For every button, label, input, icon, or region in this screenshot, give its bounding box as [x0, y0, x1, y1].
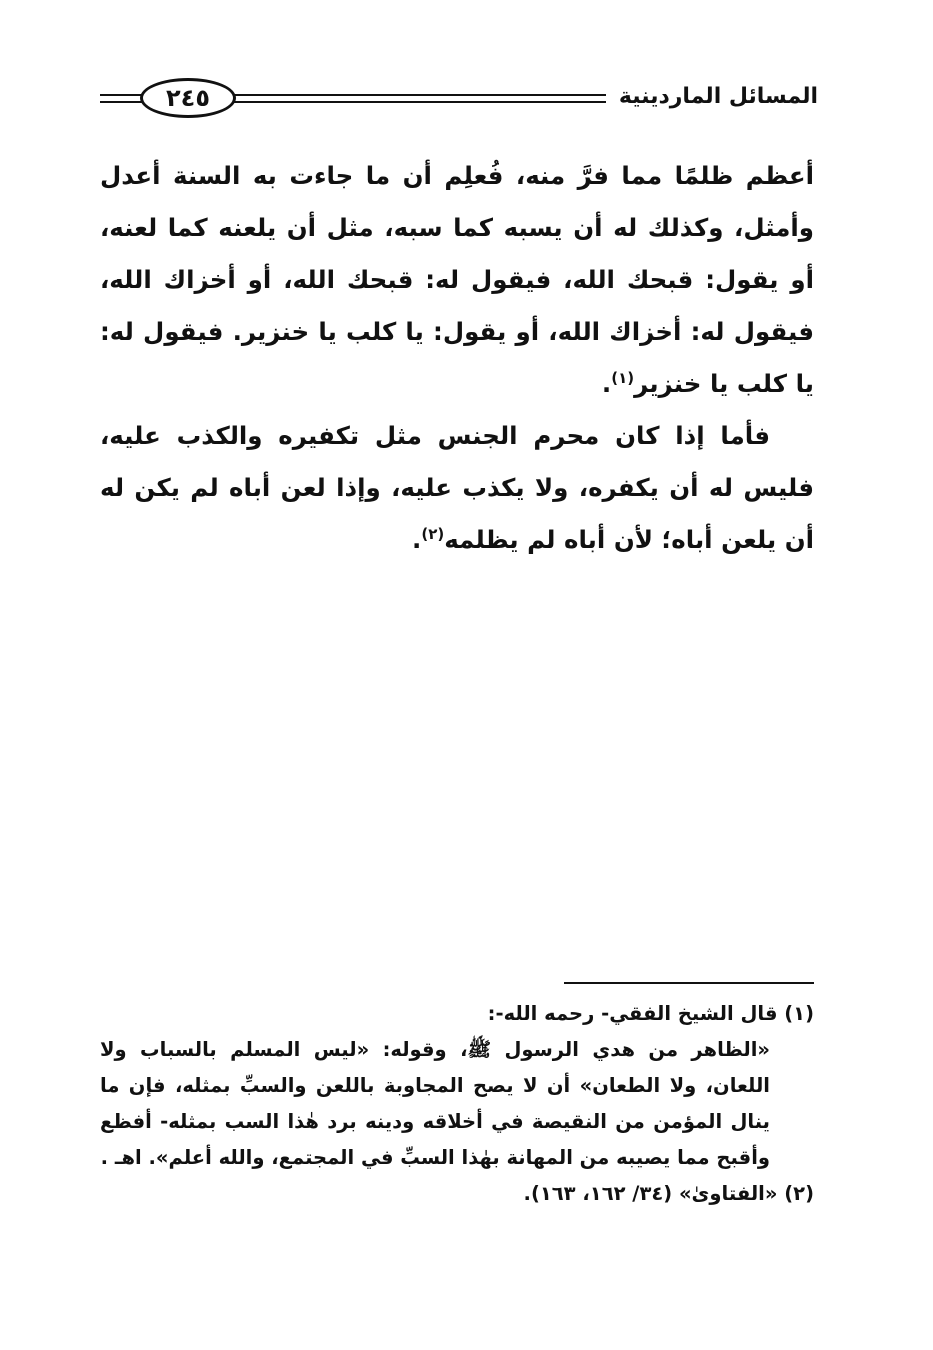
- page-number-badge: [140, 78, 236, 118]
- header-rule-middle-bottom: [234, 101, 606, 103]
- paragraph-1: أعظم ظلمًا مما فرَّ منه، فُعلِم أن ما جاءت به السنة أعدل وأمثل، وكذلك له أن يسبه كما سبه، مثل أن يلعنه كما لعنه، أو يقول: قبحك الله، فيقول له: قبحك الله، أو أخزاك الله، فيقول له: أخزاك الله، أو يقول: يا كلب يا خنزير. فيقول له: يا كلب يا خنزير$^{(١)}$.: [100, 161, 814, 398]
- page-header: [100, 74, 818, 130]
- footnote-1-text: «الظاهر من هدي الرسول ﷺ، وقوله: «ليس المسلم بالسباب ولا اللعان، ولا الطعان» أن لا يصح المجاوبة باللعن والسبِّ بمثله، فإن ما ينال المؤمن من النقيصة في أخلاقه ودينه برد هٰذا السب بمثله- أفظع وأقبح مما يصيبه من المهانة بهٰذا السبِّ في المجتمع، والله أعلم». اهـ .: [100, 1038, 770, 1169]
- paragraph-2-text: فأما إذا كان محرم الجنس مثل تكفيره والكذب عليه، فليس له أن يكفره، ولا يكذب عليه، وإذا لعن أباه لم يكن له أن يلعن أباه؛ لأن أباه لم يظلمه: [100, 421, 814, 554]
- footnote-ref-2: (٢): [421, 524, 445, 543]
- page-number: ٢٤٥: [166, 84, 210, 112]
- paragraph-1-text: أعظم ظلمًا مما فرَّ منه، فُعلِم أن ما جاءت به السنة أعدل وأمثل، وكذلك له أن يسبه كما سبه، مثل أن يلعنه كما لعنه، أو يقول: قبحك الله، فيقول له: قبحك الله، أو أخزاك الله، فيقول له: أخزاك الله، أو يقول: يا كلب يا خنزير. فيقول له: يا كلب يا خنزير: [100, 161, 814, 398]
- header-rule-middle-top: [234, 94, 606, 96]
- main-text: [100, 150, 814, 566]
- footnote-ref-1: (١): [611, 368, 635, 387]
- running-title: المسائل الماردينية: [618, 84, 818, 109]
- footnote-1-heading: (١) قال الشيخ الفقي- رحمه الله-:: [487, 1002, 814, 1025]
- footnotes: [100, 996, 814, 1212]
- footnote-separator: [564, 982, 814, 984]
- paragraph-2: فأما إذا كان محرم الجنس مثل تكفيره والكذب عليه، فليس له أن يكفره، ولا يكذب عليه، وإذا لعن أباه لم يكن له أن يلعن أباه؛ لأن أباه لم يظلمه$^{(٢)}$.: [100, 421, 814, 554]
- footnote-2: (٢) «الفتاوىٰ» (٣٤/ ١٦٢، ١٦٣).: [523, 1182, 814, 1205]
